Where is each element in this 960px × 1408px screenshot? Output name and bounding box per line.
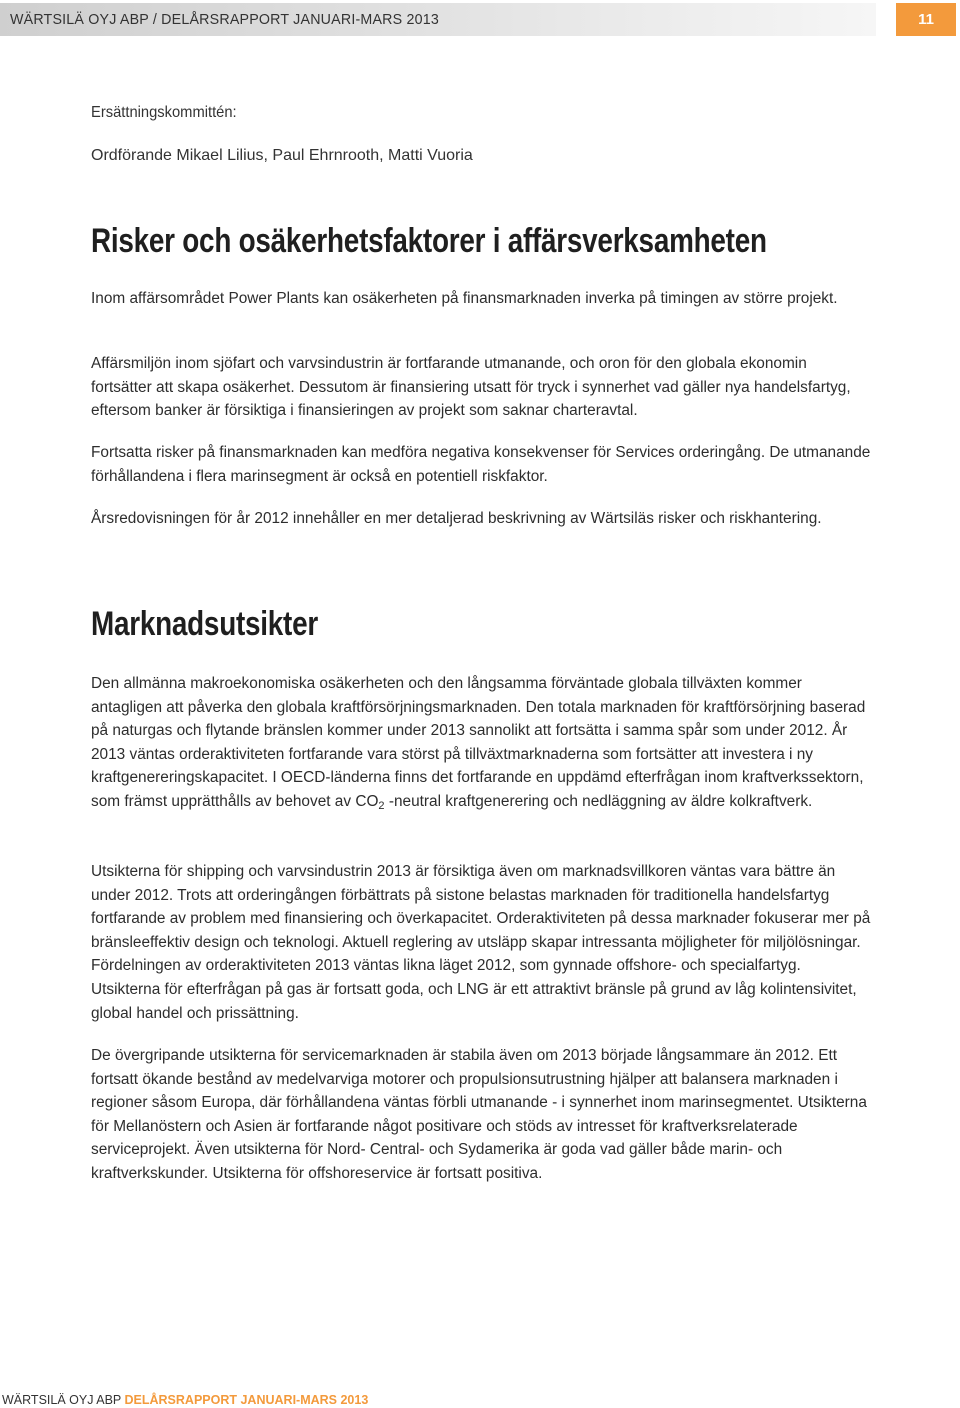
outlook-paragraph-3: De övergripande utsikterna för servicemarknaden är stabila även om 2013 började långsammare än 2012. Ett fortsatt ökande bestånd av medelvarviga motorer och propulsionsutrustning hjälper att balansera marknaden i regioner såsom Europa, där förhållandena väntas förbli utmanande - i synnerhet inom marinsegmentet. Utsikterna för Mellanöstern och Asien är fortfarande något positivare och stöds av intresset för kraftverksrelaterade serviceprojekt. Även utsikterna för Nord- Central- och Sydamerika är goda vad gäller både marin- och kraftverkskunder. Utsikterna för offshoreservice är fortsatt positiva. <box>91 1047 867 1182</box>
risks-paragraph-2: Affärsmiljön inom sjöfart och varvsindustrin är fortfarande utmanande, och oron för den globala ekonomin fortsätter att skapa osäkerhet. Dessutom är finansiering utsatt för tryck i synnerhet vad gäller nya handelsfartyg, eftersom banker är försiktiga i finansieringen av projekt som saknar charteravtal. <box>91 355 851 420</box>
header-title: WÄRTSILÄ OYJ ABP / DELÅRSRAPPORT JANUARI-MARS 2013 <box>10 11 439 28</box>
outlook-heading: Marknadsutsikter <box>91 605 318 643</box>
risks-paragraph-1: Inom affärsområdet Power Plants kan osäkerheten på finansmarknaden inverka på timingen av större projekt. <box>91 290 838 307</box>
footer <box>2 1393 368 1407</box>
page-number: 11 <box>918 11 934 28</box>
outlook-paragraph-1-end: -neutral kraftgenerering och nedläggning av äldre kolkraftverk. <box>384 792 813 810</box>
risks-paragraph-4: Årsredovisningen för år 2012 innehåller en mer detaljerad beskrivning av Wärtsiläs risker och riskhantering. <box>91 510 822 527</box>
risks-heading: Risker och osäkerhetsfaktorer i affärsverksamheten <box>91 222 767 260</box>
risks-paragraph-3: Fortsatta risker på finansmarknaden kan medföra negativa konsekvenser för Services orderingång. De utmanande förhållandena i flera marinsegment är också en potentiell riskfaktor. <box>91 444 871 485</box>
outlook-paragraph-1-main: Den allmänna makroekonomiska osäkerheten och den långsamma förväntade globala tillväxten kommer antagligen att påverka den globala kraftförsörjningsmarknaden. Den totala marknaden för kraftförsörjning baserad på naturgas och flytande bränslen kommer under 2013 sannolikt att fortsätta i samma spår som under 2012. År 2013 väntas orderaktiviteten fortfarande vara störst på tillväxtmarknaderna som fortsätter att investera i ny kraftgenereringskapacitet. I OECD-länderna finns det fortfarande en uppdämd efterfrågan inom kraftverkssektorn, som främst upprätthålls av behovet av CO <box>91 675 866 810</box>
outlook-paragraph-1 <box>91 672 871 819</box>
footer-company: WÄRTSILÄ OYJ ABP <box>2 1393 125 1407</box>
outlook-paragraph-2: Utsikterna för shipping och varvsindustrin 2013 är försiktiga även om marknadsvillkoren väntas vara bättre än under 2012. Trots att orderingången förbättrats på sistone belastas marknaden för traditionella handelsfartyg fortfarande av problem med finansiering och överkapacitet. Orderaktiviteten på dessa marknader fokuserar mer på bränsleeffektiv design och teknologi. Aktuell reglering av utsläpp skapar intressanta möjligheter för miljölösningar. Fördelningen av orderaktiviteten 2013 väntas likna läget 2012, som gynnade offshore- och specialfartyg. Utsikterna för efterfrågan på gas är fortsatt goda, och LNG är ett attraktivt bränsle på grund av låg kolintensivitet, global handel och prissättning. <box>91 863 871 1022</box>
committee-members: Ordförande Mikael Lilius, Paul Ehrnrooth, Matti Vuoria <box>91 147 473 164</box>
page-number-badge <box>896 3 956 36</box>
header-bar <box>0 3 876 36</box>
committee-heading: Ersättningskommittén: <box>91 104 237 121</box>
footer-report-title: DELÅRSRAPPORT JANUARI-MARS 2013 <box>124 1393 369 1407</box>
co2-subscript: 2 <box>378 799 385 812</box>
